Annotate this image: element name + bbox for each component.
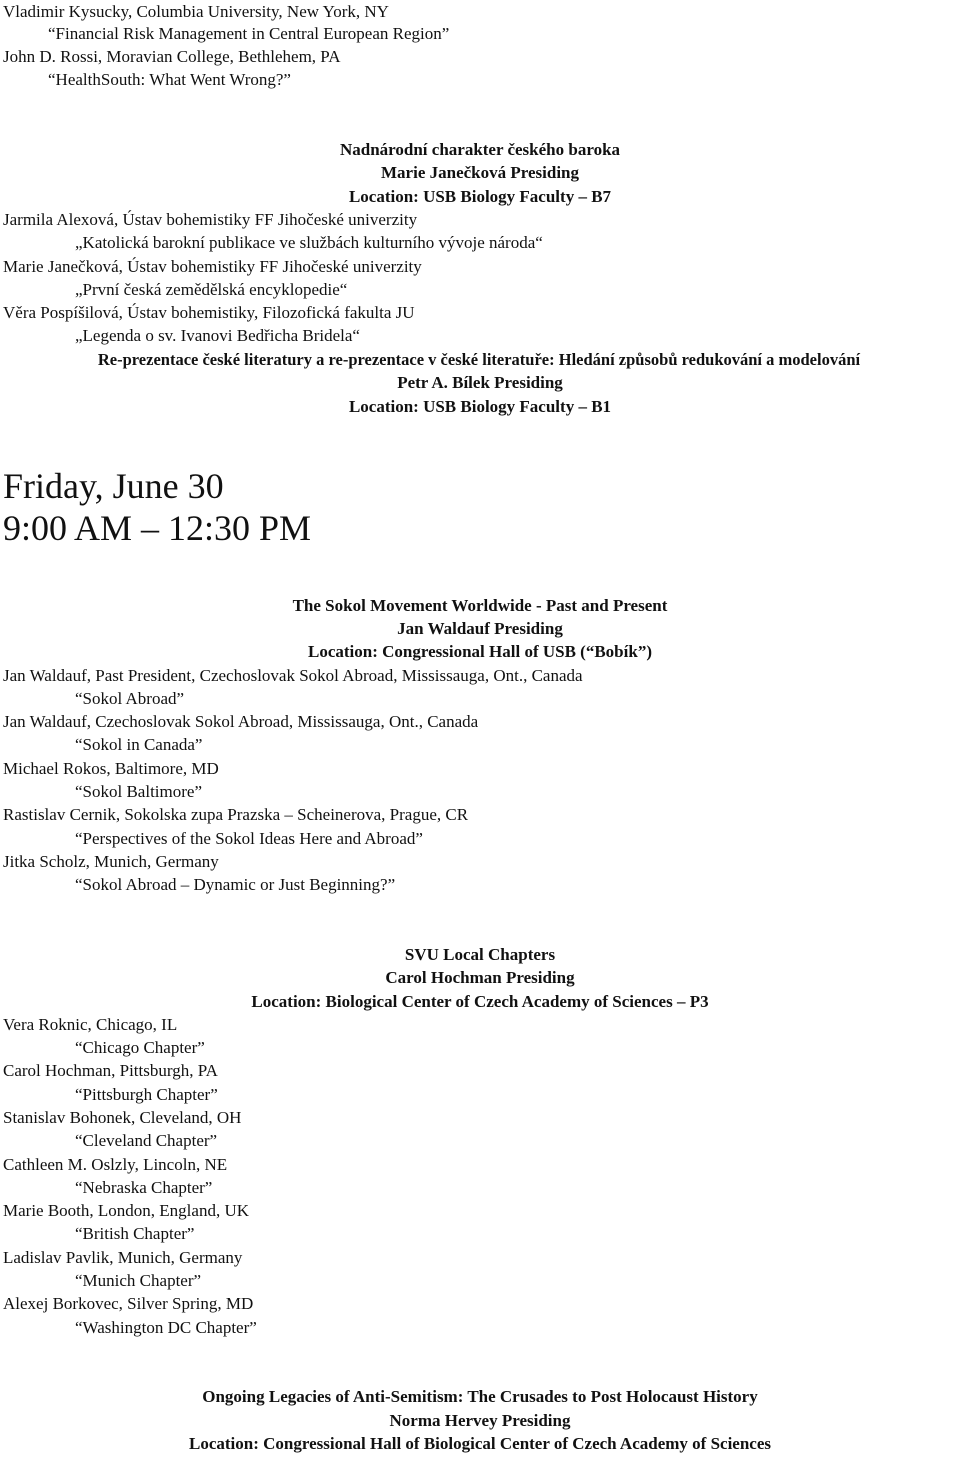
presenter-name: John D. Rossi, Moravian College, Bethlehem, PA <box>3 47 341 66</box>
presenter-name: Vladimir Kysucky, Columbia University, New York, NY <box>3 2 389 21</box>
presenter-name: Vera Roknic, Chicago, IL <box>3 1015 178 1034</box>
paper-title: “Sokol Abroad – Dynamic or Just Beginning?” <box>75 875 396 894</box>
presenter-name: Marie Booth, London, England, UK <box>3 1201 249 1220</box>
paper-title: „Legenda o sv. Ivanovi Bedřicha Bridela“ <box>75 326 360 345</box>
session-location: Location: Congressional Hall of USB (“Bobík”) <box>308 642 652 661</box>
paper-title: “Cleveland Chapter” <box>75 1131 218 1150</box>
presenter-name: Rastislav Cernik, Sokolska zupa Prazska – Scheinerova, Prague, CR <box>3 805 469 824</box>
presenter-name: Jan Waldauf, Czechoslovak Sokol Abroad, Mississauga, Ont., Canada <box>3 712 479 731</box>
paper-title: „Katolická barokní publikace ve službách kulturního vývoje národa“ <box>75 233 543 252</box>
presenter-name: Jarmila Alexová, Ústav bohemistiky FF Jihočeské univerzity <box>3 210 418 229</box>
session-location: Location: Biological Center of Czech Academy of Sciences – P3 <box>251 992 709 1011</box>
session-location: Location: USB Biology Faculty – B1 <box>348 397 612 416</box>
session-title: Ongoing Legacies of Anti-Semitism: The Crusades to Post Holocaust History <box>202 1387 758 1406</box>
presenter-name: Jan Waldauf, Past President, Czechoslovak Sokol Abroad, Mississauga, Ont., Canada <box>3 666 583 685</box>
time-heading: 9:00 AM – 12:30 PM <box>3 508 312 548</box>
session-presiding: Marie Janečková Presiding <box>381 163 579 182</box>
paper-title: “Chicago Chapter” <box>75 1038 205 1057</box>
paper-title: “Sokol Baltimore” <box>75 782 203 801</box>
presenter-name: Jitka Scholz, Munich, Germany <box>3 852 219 871</box>
paper-title: „První česká zemědělská encyklopedie“ <box>75 280 348 299</box>
presenter-name: Cathleen M. Oslzly, Lincoln, NE <box>3 1155 228 1174</box>
presenter-name: Carol Hochman, Pittsburgh, PA <box>3 1061 218 1080</box>
presenter-name: Ladislav Pavlik, Munich, Germany <box>3 1248 243 1267</box>
session-title: Re-prezentace české literatury a re-prezentace v české literatuře: Hledání způsobů redukování a modelování <box>97 350 861 369</box>
paper-title: “Sokol in Canada” <box>75 735 203 754</box>
paper-title: “HealthSouth: What Went Wrong?” <box>48 70 291 89</box>
paper-title: “Pittsburgh Chapter” <box>75 1085 218 1104</box>
paper-title: “Nebraska Chapter” <box>75 1178 213 1197</box>
session-title: SVU Local Chapters <box>404 945 556 964</box>
presenter-name: Věra Pospíšilová, Ústav bohemistiky, Filozofická fakulta JU <box>3 303 415 322</box>
session-title: Nadnárodní charakter českého baroka <box>339 140 621 159</box>
session-presiding: Jan Waldauf Presiding <box>397 619 563 638</box>
presenter-name: Michael Rokos, Baltimore, MD <box>3 759 219 778</box>
session-presiding: Petr A. Bílek Presiding <box>397 373 563 392</box>
paper-title: “Sokol Abroad” <box>75 689 185 708</box>
day-heading: Friday, June 30 <box>3 466 224 506</box>
presenter-name: Stanislav Bohonek, Cleveland, OH <box>3 1108 242 1127</box>
session-presiding: Norma Hervey Presiding <box>389 1411 571 1430</box>
paper-title: “Washington DC Chapter” <box>75 1318 257 1337</box>
paper-title: “Munich Chapter” <box>75 1271 202 1290</box>
session-title: The Sokol Movement Worldwide - Past and Present <box>292 596 668 615</box>
presenter-name: Marie Janečková, Ústav bohemistiky FF Jihočeské univerzity <box>3 257 422 276</box>
session-presiding: Carol Hochman Presiding <box>385 968 575 987</box>
session-location: Location: USB Biology Faculty – B7 <box>348 187 612 206</box>
paper-title: “Financial Risk Management in Central European Region” <box>48 24 450 43</box>
session-location: Location: Congressional Hall of Biological Center of Czech Academy of Sciences <box>188 1434 772 1453</box>
paper-title: “British Chapter” <box>75 1224 195 1243</box>
paper-title: “Perspectives of the Sokol Ideas Here and Abroad” <box>75 829 423 848</box>
presenter-name: Alexej Borkovec, Silver Spring, MD <box>3 1294 254 1313</box>
